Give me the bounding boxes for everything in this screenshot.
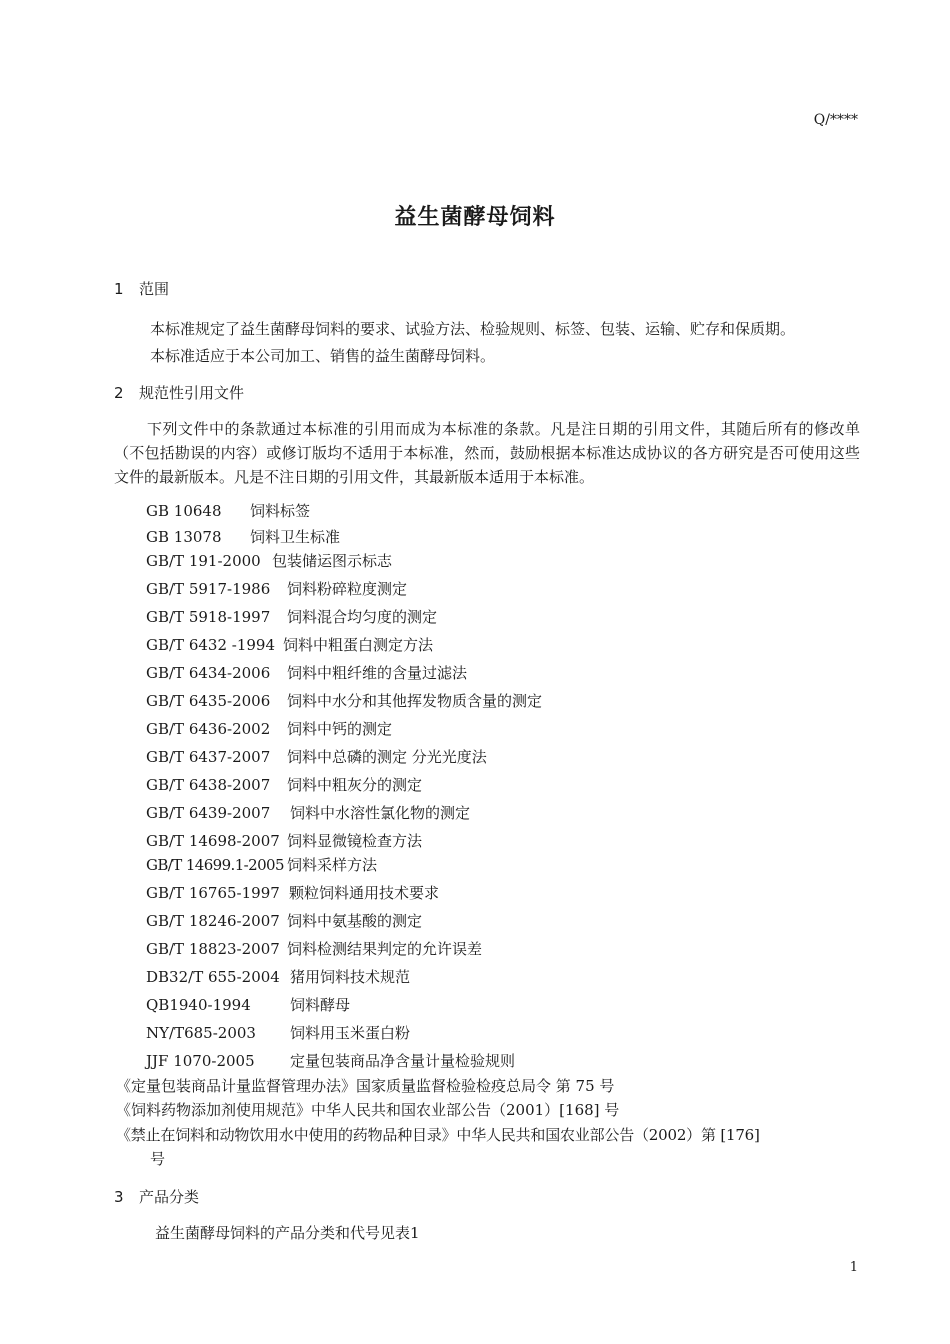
regulation-item: 《定量包装商品计量监督管理办法》国家质量监督检验检疫总局令 第 75 号 xyxy=(116,1077,615,1095)
reference-title: 饲料标签 xyxy=(250,502,311,520)
reference-item xyxy=(146,634,433,655)
reference-item xyxy=(146,1050,515,1071)
reference-code: GB/T 18823-2007 xyxy=(146,940,280,958)
reference-title: 饲料中粗灰分的测定 xyxy=(287,776,423,794)
section-number: 2 xyxy=(114,384,124,402)
scope-paragraph-2: 本标准适应于本公司加工、销售的益生菌酵母饲料。 xyxy=(150,347,496,365)
standard-code: Q/**** xyxy=(813,112,858,128)
section-title: 产品分类 xyxy=(139,1188,200,1206)
reference-code: GB/T 18246-2007 xyxy=(146,912,280,930)
reference-title: 饲料中总磷的测定 分光光度法 xyxy=(287,748,487,766)
reference-code: GB/T 6435-2006 xyxy=(146,692,271,710)
regulation-item: 《饲料药物添加剂使用规范》中华人民共和国农业部公告（2001）[168] 号 xyxy=(116,1101,620,1119)
section-number: 3 xyxy=(114,1188,124,1206)
references-intro: 下列文件中的条款通过本标准的引用而成为本标准的条款。凡是注日期的引用文件，其随后所有的修改单（不包括勘误的内容）或修订版均不适用于本标准，然而，鼓励根据本标准达成协议的各方研究是否可使用这些文件的最新版本。凡是不注日期的引用文件，其最新版本适用于本标准。 xyxy=(114,420,860,486)
reference-item xyxy=(146,578,407,599)
reference-code: GB/T 6439-2007 xyxy=(146,804,271,822)
reference-title: 饲料酵母 xyxy=(290,996,351,1014)
reference-title: 颗粒饲料通用技术要求 xyxy=(289,884,440,902)
section-title: 规范性引用文件 xyxy=(139,384,245,402)
section-heading-classification xyxy=(114,1186,199,1207)
reference-title: 猪用饲料技术规范 xyxy=(290,968,411,986)
section-heading-scope xyxy=(114,278,169,299)
reference-code: QB1940-1994 xyxy=(146,996,251,1014)
reference-code: GB/T 14699.1-2005 xyxy=(146,856,284,874)
reference-item xyxy=(146,938,482,959)
reference-title: 饲料中水溶性氯化物的测定 xyxy=(290,804,471,822)
reference-item xyxy=(146,882,439,903)
reference-title: 饲料采样方法 xyxy=(287,856,378,874)
document-title: 益生菌酵母饲料 xyxy=(394,205,556,230)
reference-title: 饲料中钙的测定 xyxy=(287,720,393,738)
section-title: 范围 xyxy=(139,280,170,298)
reference-title: 饲料粉碎粒度测定 xyxy=(287,580,408,598)
reference-code: GB/T 16765-1997 xyxy=(146,884,280,902)
reference-item xyxy=(146,1022,410,1043)
reference-title: 饲料中粗蛋白测定方法 xyxy=(283,636,434,654)
reference-item xyxy=(146,994,350,1015)
reference-title: 饲料检测结果判定的允许误差 xyxy=(287,940,483,958)
reference-code: GB/T 191-2000 xyxy=(146,552,261,570)
reference-code: JJF 1070-2005 xyxy=(146,1052,255,1070)
regulation-item-continuation: 号 xyxy=(150,1150,166,1168)
reference-code: GB/T 6437-2007 xyxy=(146,748,271,766)
reference-code: GB/T 5918-1997 xyxy=(146,608,271,626)
reference-code: GB 13078 xyxy=(146,528,222,546)
reference-item xyxy=(146,910,422,931)
section-heading-references xyxy=(114,382,244,403)
regulation-item: 《禁止在饲料和动物饮用水中使用的药物品种目录》中华人民共和国农业部公告（2002）第 [176] xyxy=(116,1126,760,1144)
reference-title: 饲料中水分和其他挥发物质含量的测定 xyxy=(287,692,543,710)
reference-title: 包装储运图示标志 xyxy=(272,552,393,570)
reference-code: DB32/T 655-2004 xyxy=(146,968,280,986)
reference-code: GB/T 6438-2007 xyxy=(146,776,271,794)
reference-title: 饲料混合均匀度的测定 xyxy=(287,608,438,626)
reference-item xyxy=(146,662,467,683)
reference-title: 饲料用玉米蛋白粉 xyxy=(290,1024,411,1042)
reference-code: NY/T685-2003 xyxy=(146,1024,256,1042)
reference-item xyxy=(146,854,377,875)
reference-title: 饲料中粗纤维的含量过滤法 xyxy=(287,664,468,682)
reference-item xyxy=(146,774,422,795)
classification-paragraph: 益生菌酵母饲料的产品分类和代号见表1 xyxy=(155,1224,420,1242)
reference-item xyxy=(146,802,470,823)
reference-item xyxy=(146,690,542,711)
reference-title: 饲料显微镜检查方法 xyxy=(287,832,423,850)
reference-code: GB 10648 xyxy=(146,502,222,520)
reference-item xyxy=(146,550,392,571)
reference-item xyxy=(146,606,437,627)
reference-item xyxy=(146,746,487,767)
reference-item xyxy=(146,830,422,851)
reference-code: GB/T 14698-2007 xyxy=(146,832,280,850)
section-number: 1 xyxy=(114,280,124,298)
reference-title: 饲料中氨基酸的测定 xyxy=(287,912,423,930)
reference-item xyxy=(146,966,410,987)
reference-code: GB/T 6434-2006 xyxy=(146,664,271,682)
reference-item xyxy=(146,500,310,521)
reference-title: 定量包装商品净含量计量检验规则 xyxy=(290,1052,516,1070)
reference-item xyxy=(146,718,392,739)
reference-title: 饲料卫生标准 xyxy=(250,528,341,546)
scope-paragraph-1: 本标准规定了益生菌酵母饲料的要求、试验方法、检验规则、标签、包装、运输、贮存和保质期。 xyxy=(150,320,796,338)
reference-code: GB/T 6436-2002 xyxy=(146,720,271,738)
page-number: 1 xyxy=(849,1260,858,1275)
reference-code: GB/T 6432 -1994 xyxy=(146,636,276,654)
reference-code: GB/T 5917-1986 xyxy=(146,580,271,598)
reference-item xyxy=(146,526,340,547)
